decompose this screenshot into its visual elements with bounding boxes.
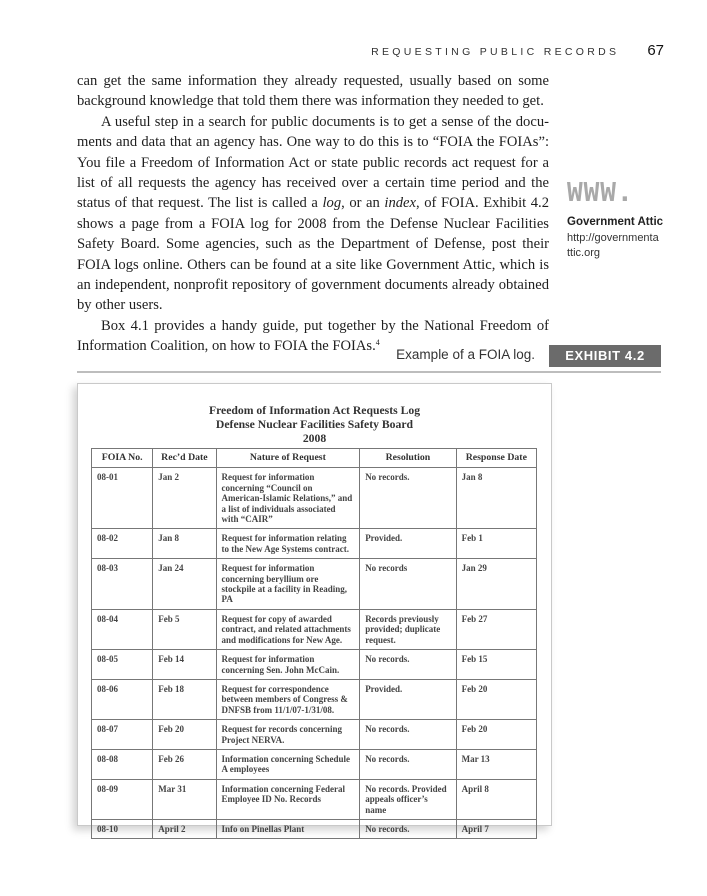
table-row [92,529,537,559]
cell-recd-date: Feb 5 [153,609,216,649]
term-index: index [384,195,417,212]
table-header-row [92,449,537,468]
cell-resolution: No records. [360,468,456,529]
cell-response-date: Feb 27 [456,609,536,649]
cell-response-date: Feb 20 [456,720,536,750]
margin-note-url[interactable]: http://governmentattic.org [567,232,659,259]
cell-recd-date: Feb 26 [153,749,216,779]
paragraph-2 [77,112,549,316]
column-header-resolution: Resolution [360,449,456,468]
cell-nature-of-request: Request for copy of awarded contract, and related attachments and modifications for New Age. [216,609,360,649]
column-header-response-date: Response Date [456,449,536,468]
exhibit-badge: EXHIBIT 4.2 [549,345,661,367]
cell-response-date: April 8 [456,779,536,819]
column-header-recd-date: Rec’d Date [153,449,216,468]
cell-resolution: No records [360,559,456,610]
table-row [92,609,537,649]
cell-resolution: No records. [360,720,456,750]
cell-foia-no: 08-03 [92,559,153,610]
cell-recd-date: Jan 24 [153,559,216,610]
cell-response-date: Jan 29 [456,559,536,610]
cell-recd-date: Feb 14 [153,650,216,680]
cell-resolution: No records. [360,749,456,779]
cell-nature-of-request: Information concerning Schedule A employees [216,749,360,779]
cell-nature-of-request: Info on Pinellas Plant [216,819,360,838]
table-row [92,819,537,838]
paragraph-2-mid: , or an [341,195,385,212]
cell-foia-no: 08-07 [92,720,153,750]
page-number: 67 [647,42,664,59]
term-log: log [322,195,342,212]
cell-foia-no: 08-05 [92,650,153,680]
cell-nature-of-request: Request for information concerning Sen. John McCain. [216,650,360,680]
cell-response-date: Mar 13 [456,749,536,779]
cell-recd-date: Feb 18 [153,679,216,719]
foia-log-title-line-3: 2008 [302,432,327,445]
cell-nature-of-request: Request for records concerning Project NERVA. [216,720,360,750]
www-icon: WWW. [567,180,687,208]
cell-response-date: Feb 15 [456,650,536,680]
table-row [92,779,537,819]
cell-resolution: No records. Provided appeals officer’s name [360,779,456,819]
exhibit-image [77,383,552,834]
exhibit-header [77,345,661,369]
table-body [92,468,537,839]
body-text [77,71,549,357]
foia-log-title-line-1: Freedom of Information Act Requests Log [208,404,421,417]
cell-nature-of-request: Request for information concerning beryllium ore stockpile at a facility in Reading, PA [216,559,360,610]
cell-nature-of-request: Information concerning Federal Employee ID No. Records [216,779,360,819]
cell-resolution: No records. [360,819,456,838]
running-head-title: REQUESTING PUBLIC RECORDS [371,46,620,58]
margin-note [567,180,687,261]
cell-recd-date: Mar 31 [153,779,216,819]
table-row [92,749,537,779]
cell-foia-no: 08-01 [92,468,153,529]
cell-foia-no: 08-04 [92,609,153,649]
cell-recd-date: Jan 2 [153,468,216,529]
cell-recd-date: Feb 20 [153,720,216,750]
column-header-nature: Nature of Request [216,449,360,468]
cell-response-date: April 7 [456,819,536,838]
paragraph-2-end: , of FOIA. Exhibit 4.2 shows a page from a FOIA log for 2008 from the Defense Nuclear Facilities Safety Board. Some agencies, such as the Department of Defense, post their FOIA logs online. Others can be found at a site like Government Attic, which is an independent, nonprofit repository of government documents already obtained by other users. [77,195,549,314]
table-row [92,679,537,719]
foia-log-title-line-2: Defense Nuclear Facilities Safety Board [215,418,414,431]
cell-response-date: Feb 1 [456,529,536,559]
column-header-foia-no: FOIA No. [92,449,153,468]
table-row [92,559,537,610]
cell-resolution: No records. [360,650,456,680]
cell-foia-no: 08-10 [92,819,153,838]
cell-response-date: Jan 8 [456,468,536,529]
paragraph-2-start: A useful step in a search for public documents is to get a sense of the documents and data that an agency has. One way to do this is to “FOIA the FOIAs”: You file a Freedom of Information Act or state public records act request for a list of all requests the agency has received over a certain time period and the status of that request. The list is called a [77,113,549,212]
exhibit-caption: Example of a FOIA log. [396,347,535,362]
cell-foia-no: 08-08 [92,749,153,779]
foia-log-table [91,448,537,839]
cell-nature-of-request: Request for correspondence between members of Congress & DNFSB from 11/1/07-1/31/08. [216,679,360,719]
foia-log-title [78,404,551,446]
cell-recd-date: Jan 8 [153,529,216,559]
cell-foia-no: 08-09 [92,779,153,819]
cell-resolution: Records previously provided; duplicate request. [360,609,456,649]
cell-resolution: Provided. [360,679,456,719]
paragraph-1: can get the same information they already requested, usually based on some background knowledge that told them there was information they needed to get. [77,73,549,110]
cell-foia-no: 08-02 [92,529,153,559]
cell-recd-date: April 2 [153,819,216,838]
cell-resolution: Provided. [360,529,456,559]
margin-note-title: Government Attic [567,216,664,228]
paragraph-3-text: Box 4.1 provides a handy guide, put together by the National Freedom of Information Coalition, on how to FOIA the FOIAs. [77,317,549,355]
table-row [92,720,537,750]
cell-foia-no: 08-06 [92,679,153,719]
running-head [371,42,664,59]
cell-nature-of-request: Request for information concerning “Council on American-Islamic Relations,” and a list of individuals associated with “CAIR” [216,468,360,529]
footnote-ref: 4 [375,338,380,348]
cell-nature-of-request: Request for information relating to the New Age Systems contract. [216,529,360,559]
exhibit-rule [77,371,661,373]
table-row [92,468,537,529]
cell-response-date: Feb 20 [456,679,536,719]
table-row [92,650,537,680]
